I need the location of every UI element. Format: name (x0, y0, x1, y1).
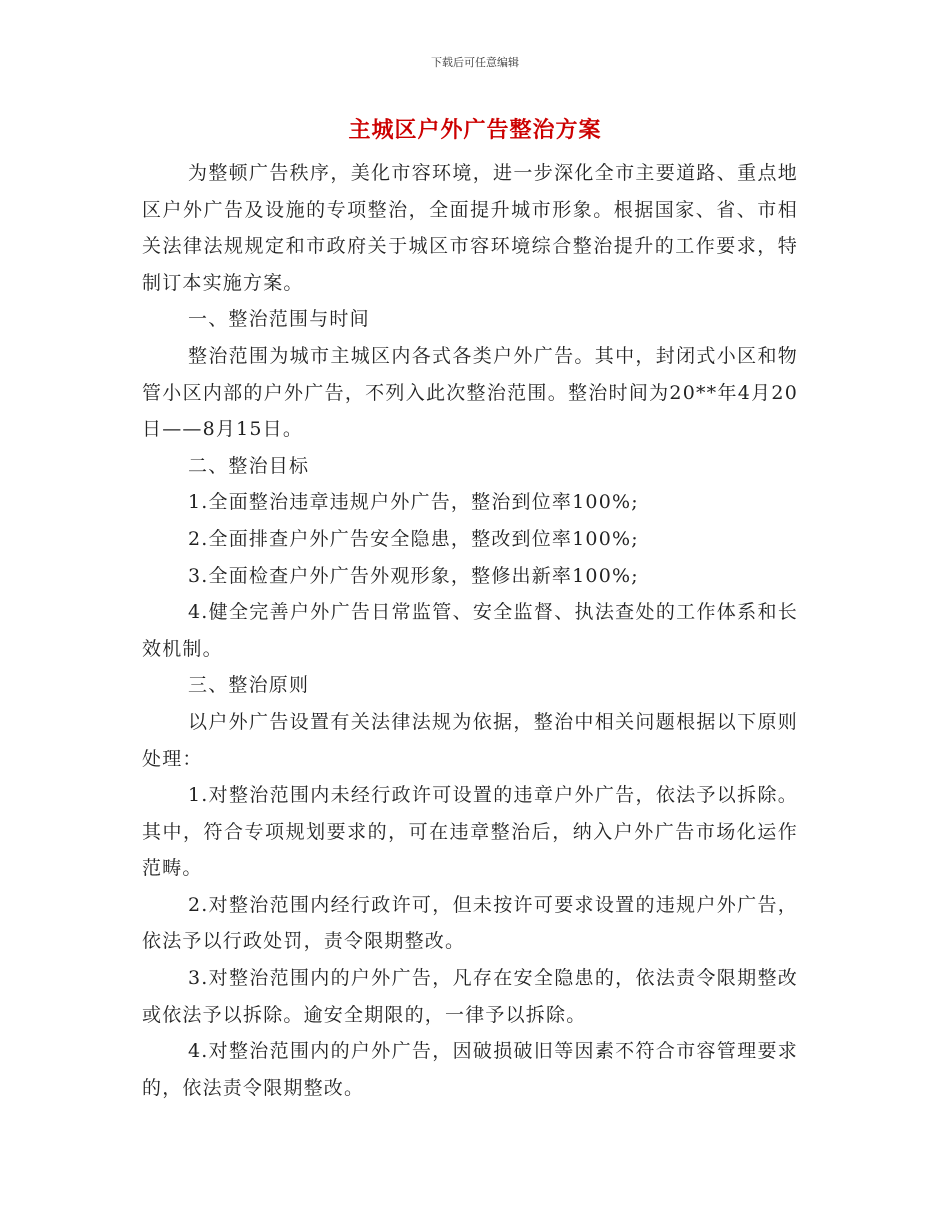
principle-item-2: 2.对整治范围内经行政许可，但未按许可要求设置的违规户外广告，依法予以行政处罚，责令限期整改。 (142, 893, 798, 953)
goal-item-4: 4.健全完善户外广告日常监管、安全监督、执法查处的工作体系和长效机制。 (142, 601, 798, 660)
scope-paragraph: 整治范围为城市主城区内各式各类户外广告。其中，封闭式小区和物管小区内部的户外广告，不列入此次整治范围。整治时间为20**年4月20日——8月15日。 (142, 344, 798, 441)
goal-item-2: 2.全面排查户外广告安全隐患，整改到位率100%; (188, 527, 639, 550)
section-heading-goals: 二、整治目标 (188, 454, 310, 477)
principle-item-4: 4.对整治范围内的户外广告，因破损破旧等因素不符合市容管理要求的，依法责令限期整改。 (142, 1040, 798, 1099)
header-note: 下载后可任意编辑 (431, 56, 519, 69)
document-title: 主城区户外广告整治方案 (348, 117, 602, 143)
intro-paragraph: 为整顿广告秩序，美化市容环境，进一步深化全市主要道路、重点地区户外广告及设施的专项整治，全面提升城市形象。根据国家、省、市相关法律法规规定和市政府关于城区市容环境综合整治提升的工作要求，特制订本实施方案。 (142, 162, 798, 294)
principle-item-3: 3.对整治范围内的户外广告，凡存在安全隐患的，依法责令限期整改或依法予以拆除。逾安全期限的，一律予以拆除。 (142, 967, 798, 1026)
goal-item-1: 1.全面整治违章违规户外广告，整治到位率100%; (188, 491, 639, 514)
principles-intro: 以户外广告设置有关法律法规为依据，整治中相关问题根据以下原则处理： (142, 710, 798, 770)
section-heading-principles: 三、整治原则 (188, 674, 310, 697)
document-body (142, 155, 798, 1106)
goal-item-3: 3.全面检查户外广告外观形象，整修出新率100%; (188, 564, 639, 587)
principle-item-1: 1.对整治范围内未经行政许可设置的违章户外广告，依法予以拆除。其中，符合专项规划要求的，可在违章整治后，纳入户外广告市场化运作范畴。 (142, 784, 798, 880)
section-heading-scope: 一、整治范围与时间 (188, 308, 370, 331)
